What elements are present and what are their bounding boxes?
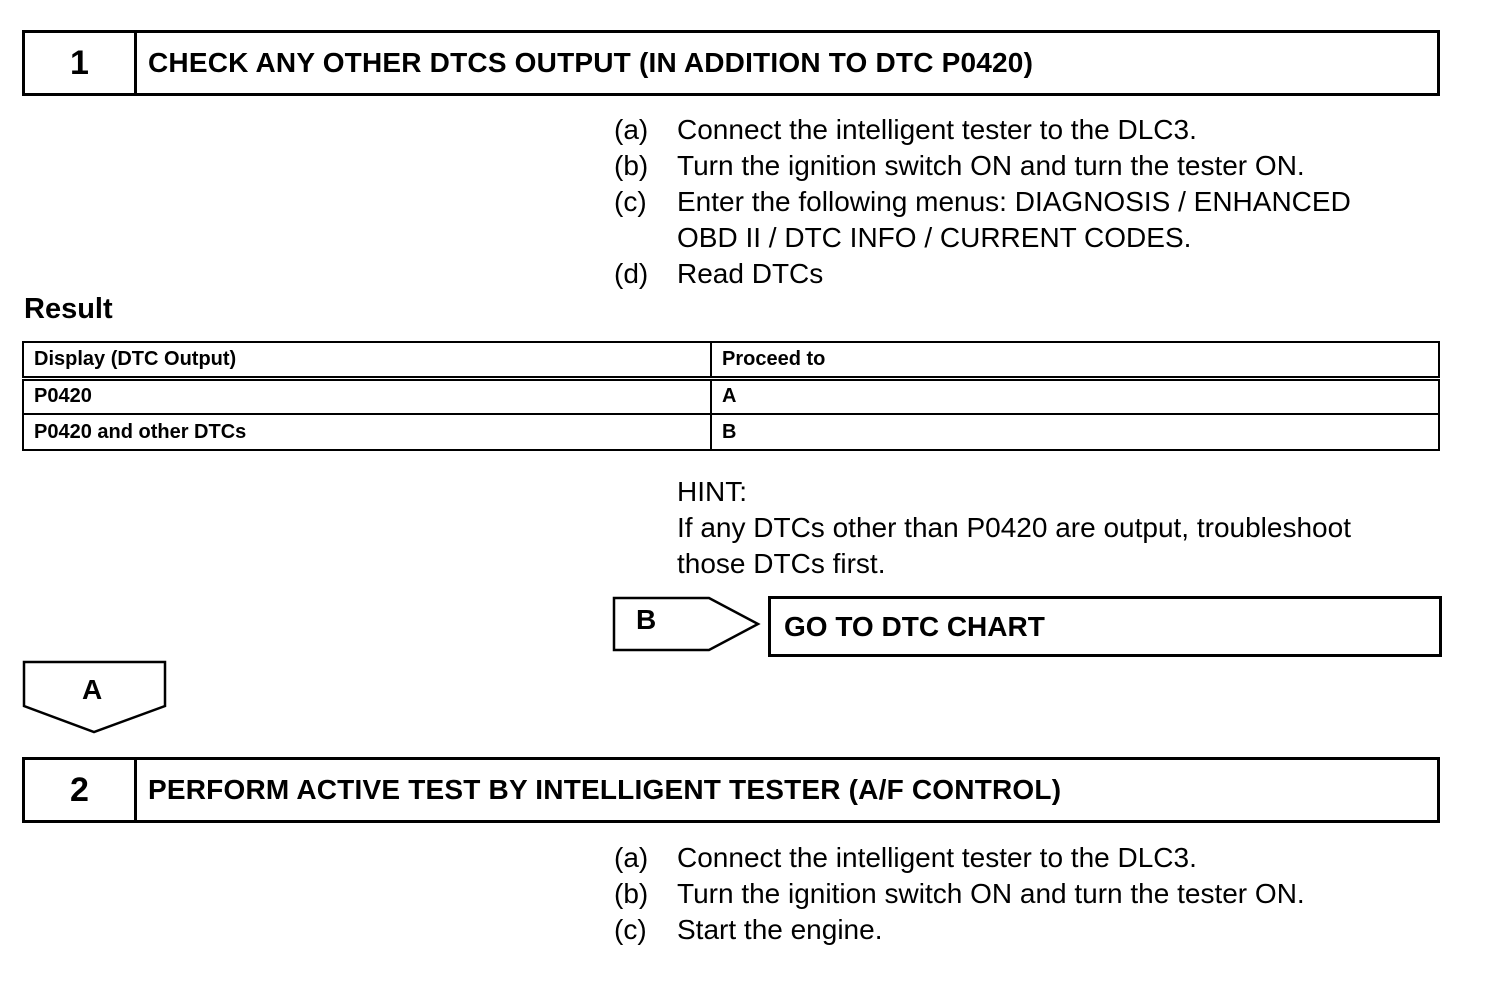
instruction-text: Connect the intelligent tester to the DLC3. [677,842,1197,873]
table-row [23,378,1439,414]
step-1-instructions [614,112,1351,292]
instruction-item [614,840,1305,876]
hint-title: HINT: [677,476,747,507]
step-1-number: 1 [25,33,137,93]
step-1-title: CHECK ANY OTHER DTCS OUTPUT (IN ADDITION TO DTC P0420) [148,47,1034,78]
instruction-text: Turn the ignition switch ON and turn the tester ON. [677,878,1305,909]
instruction-label: (b) [614,878,649,909]
step-1-header [22,30,1440,96]
hint-block [677,474,1351,582]
step-2-header [22,757,1440,823]
instruction-text: Read DTCs [677,258,824,289]
instruction-label: (a) [614,114,649,145]
instruction-label: (b) [614,150,649,181]
instruction-text: Turn the ignition switch ON and turn the tester ON. [677,150,1305,181]
branch-b-arrow [612,596,762,659]
instruction-item [614,148,1351,184]
step-2-number: 2 [25,760,137,820]
instruction-text: Start the engine. [677,914,883,945]
instruction-label: (d) [614,258,649,289]
instruction-label: (a) [614,842,649,873]
hint-text: If any DTCs other than P0420 are output, troubleshoot those DTCs first. [677,512,1351,579]
step-2-title: PERFORM ACTIVE TEST BY INTELLIGENT TESTER (A/F CONTROL) [148,774,1062,805]
instruction-text: Connect the intelligent tester to the DLC3. [677,114,1197,145]
table-cell: P0420 [23,378,711,414]
instruction-item [614,184,1351,256]
result-table [22,341,1440,451]
instruction-label: (c) [614,914,647,945]
branch-a-arrow [22,660,168,741]
result-heading: Result [24,293,113,325]
table-header-cell: Display (DTC Output) [23,342,711,378]
table-cell: A [711,378,1439,414]
branch-b-label: B [636,604,657,635]
instruction-label: (c) [614,186,647,217]
table-header-cell: Proceed to [711,342,1439,378]
instruction-item [614,912,1305,948]
instruction-item [614,112,1351,148]
instruction-item [614,256,1351,292]
branch-a-label: A [82,674,103,705]
instruction-item [614,876,1305,912]
instruction-text: Enter the following menus: DIAGNOSIS / ENHANCED OBD II / DTC INFO / CURRENT CODES. [677,186,1351,253]
table-row [23,414,1439,450]
goto-dtc-chart-box: GO TO DTC CHART [768,596,1442,657]
right-arrow-icon [612,596,762,654]
step-2-instructions [614,840,1305,948]
table-header-row [23,342,1439,378]
table-cell: P0420 and other DTCs [23,414,711,450]
table-cell: B [711,414,1439,450]
